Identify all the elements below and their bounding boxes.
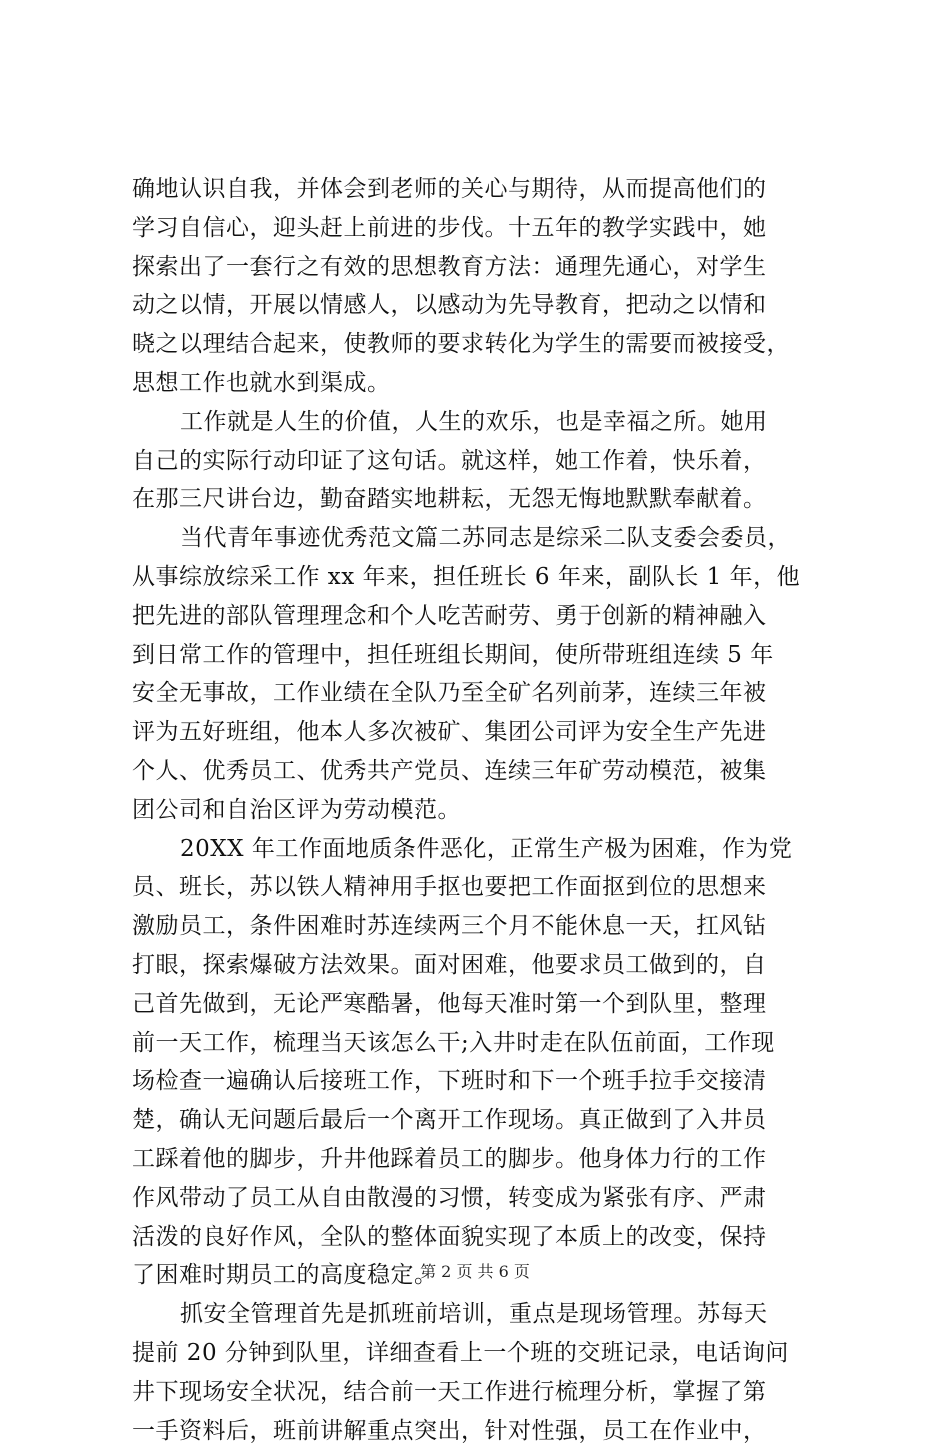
text-line: 楚，确认无问题后最后一个离开工作现场。真正做到了入井员: [132, 1101, 842, 1140]
text-line: 学习自信心，迎头赶上前进的步伐。十五年的教学实践中，她: [132, 209, 842, 248]
text-line: 从事综放综采工作 xx 年来，担任班长 6 年来，副队长 1 年，他: [132, 558, 842, 597]
text-line: 在那三尺讲台边，勤奋踏实地耕耘，无怨无悔地默默奉献着。: [132, 480, 842, 519]
paragraph-start-line: 抓安全管理首先是抓班前培训，重点是现场管理。苏每天: [132, 1295, 842, 1334]
text-line: 了困难时期员工的高度稳定。: [132, 1256, 842, 1295]
paragraph-start-line: 当代青年事迹优秀范文篇二苏同志是综采二队支委会委员，: [132, 519, 842, 558]
text-line: 工踩着他的脚步，升井他踩着员工的脚步。他身体力行的工作: [132, 1140, 842, 1179]
text-line: 前一天工作，梳理当天该怎么干;入井时走在队伍前面，工作现: [132, 1024, 842, 1063]
text-line: 激励员工，条件困难时苏连续两三个月不能休息一天，扛风钻: [132, 907, 842, 946]
text-line: 把先进的部队管理理念和个人吃苦耐劳、勇于创新的精神融入: [132, 597, 842, 636]
text-line: 思想工作也就水到渠成。: [132, 364, 842, 403]
text-line: 自己的实际行动印证了这句话。就这样，她工作着，快乐着，: [132, 442, 842, 481]
text-line: 安全无事故，工作业绩在全队乃至全矿名列前茅，连续三年被: [132, 674, 842, 713]
text-line: 动之以情，开展以情感人，以感动为先导教育，把动之以情和: [132, 286, 842, 325]
paragraph-start-line: 工作就是人生的价值，人生的欢乐，也是幸福之所。她用: [132, 403, 842, 442]
text-line: 晓之以理结合起来，使教师的要求转化为学生的需要而被接受，: [132, 325, 842, 364]
text-line: 评为五好班组，他本人多次被矿、集团公司评为安全生产先进: [132, 713, 842, 752]
page-number-footer: 第 2 页 共 6 页: [0, 1262, 950, 1282]
body-text: [132, 170, 842, 1450]
text-line: 员、班长，苏以铁人精神用手抠也要把工作面抠到位的思想来: [132, 868, 842, 907]
text-line: 确地认识自我，并体会到老师的关心与期待，从而提高他们的: [132, 170, 842, 209]
text-line: 到日常工作的管理中，担任班组长期间，使所带班组连续 5 年: [132, 636, 842, 675]
text-line: 探索出了一套行之有效的思想教育方法：通理先通心，对学生: [132, 248, 842, 287]
text-line: 己首先做到，无论严寒酷暑，他每天准时第一个到队里，整理: [132, 985, 842, 1024]
text-line: 场检查一遍确认后接班工作，下班时和下一个班手拉手交接清: [132, 1062, 842, 1101]
text-line: 作风带动了员工从自由散漫的习惯，转变成为紧张有序、严肃: [132, 1179, 842, 1218]
text-line: 打眼，探索爆破方法效果。面对困难，他要求员工做到的，自: [132, 946, 842, 985]
text-line: 团公司和自治区评为劳动模范。: [132, 791, 842, 830]
paragraph-start-line: 20XX 年工作面地质条件恶化，正常生产极为困难，作为党: [132, 830, 842, 869]
text-line: 一手资料后，班前讲解重点突出，针对性强，员工在作业中，: [132, 1412, 842, 1450]
text-line: 活泼的良好作风，全队的整体面貌实现了本质上的改变，保持: [132, 1218, 842, 1257]
text-line: 个人、优秀员工、优秀共产党员、连续三年矿劳动模范，被集: [132, 752, 842, 791]
text-line: 提前 20 分钟到队里，详细查看上一个班的交班记录，电话询问: [132, 1334, 842, 1373]
text-line: 井下现场安全状况，结合前一天工作进行梳理分析，掌握了第: [132, 1373, 842, 1412]
